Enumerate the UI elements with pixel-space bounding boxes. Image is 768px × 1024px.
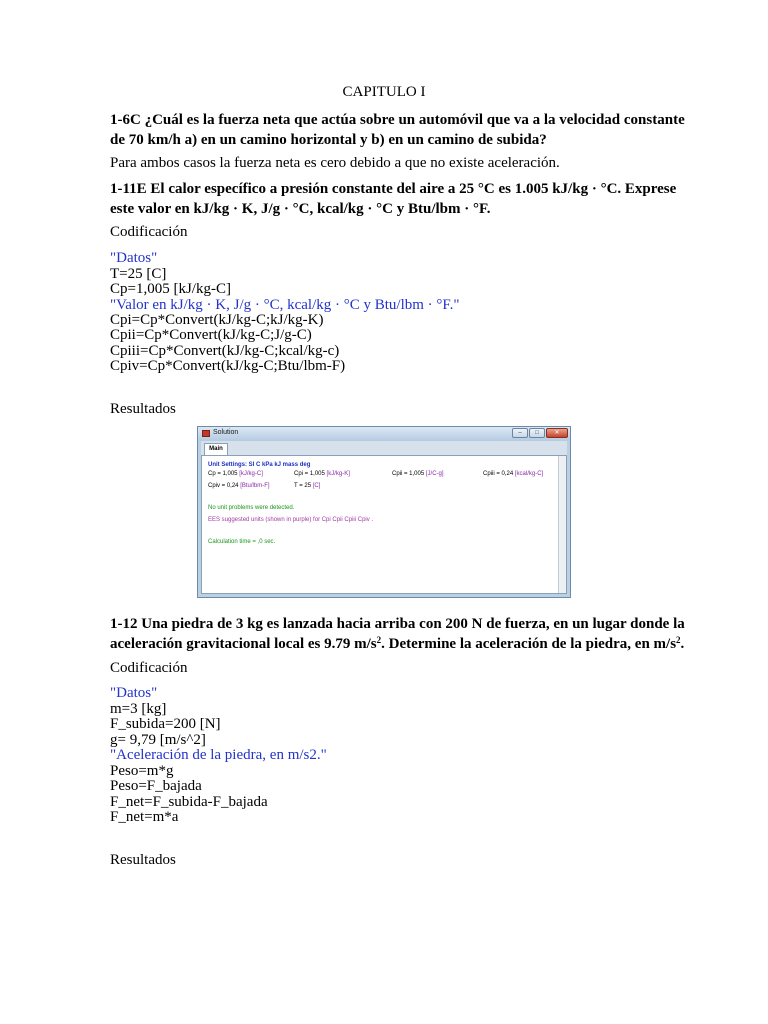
q1-line1: 1-6C ¿Cuál es la fuerza neta que actúa sobre un automóvil que va a la velocidad constante	[110, 112, 685, 128]
result-unit: [kJ/kg-K]	[326, 471, 350, 477]
result-cp	[208, 470, 263, 478]
q3-code-line: "Aceleración de la piedra, en m/s2."	[110, 747, 327, 763]
solution-body	[201, 455, 567, 594]
chapter-heading: CAPITULO I	[342, 84, 426, 100]
window-titlebar	[198, 427, 570, 441]
q2-code-line: Cp=1,005 [kJ/kg-C]	[110, 281, 231, 297]
minimize-button[interactable]: –	[512, 428, 528, 438]
ees-solution-window	[197, 426, 571, 598]
ees-app-icon	[202, 430, 210, 437]
q2-code-line: Cpiv=Cp*Convert(kJ/kg-C;Btu/lbm-F)	[110, 358, 346, 374]
q3-line2-text-a: aceleración gravitacional local es 9.79 m/s	[110, 636, 377, 652]
calculation-time: Calculation time = ,0 sec.	[208, 539, 276, 545]
result-t	[294, 482, 320, 490]
result-value: Cpi = 1,005	[294, 471, 325, 477]
close-button[interactable]: ✕	[546, 428, 568, 438]
superscript-2: 2	[676, 635, 681, 645]
q3-code-line: F_net=m*a	[110, 809, 179, 825]
q2-resultados-label: Resultados	[110, 401, 176, 417]
result-value: Cpiv = 0,24	[208, 483, 239, 489]
result-cpii	[392, 470, 444, 478]
q2-code-line: Cpiii=Cp*Convert(kJ/kg-C;kcal/kg-c)	[110, 343, 340, 359]
q2-code-line: "Valor en kJ/kg · K, J/g · °C, kcal/kg · °C y Btu/lbm · °F."	[110, 297, 460, 313]
q1-line2: de 70 km/h a) en un camino horizontal y b) en un camino de subida?	[110, 132, 547, 148]
q3-code-line: m=3 [kg]	[110, 701, 167, 717]
result-unit: [C]	[312, 483, 321, 489]
result-cpi	[294, 470, 350, 478]
q3-code-line: F_net=F_subida-F_bajada	[110, 794, 268, 810]
q3-code-line: "Datos"	[110, 685, 158, 701]
q2-line2: este valor en kJ/kg · K, J/g · °C, kcal/kg · °C y Btu/lbm · °F.	[110, 201, 491, 217]
result-unit: [J/C-g]	[425, 471, 444, 477]
result-unit: [Btu/lbm-F]	[240, 483, 270, 489]
window-tabstrip	[201, 441, 567, 455]
maximize-button[interactable]: □	[529, 428, 545, 438]
q1-answer: Para ambos casos la fuerza neta es cero debido a que no existe aceleración.	[110, 155, 560, 171]
window-title: Solution	[213, 429, 239, 436]
q3-codificacion-label: Codificación	[110, 660, 188, 676]
q2-codificacion-label: Codificación	[110, 224, 188, 240]
q3-line1: 1-12 Una piedra de 3 kg es lanzada hacia arriba con 200 N de fuerza, en un lugar donde la	[110, 616, 685, 632]
vertical-scrollbar[interactable]	[558, 456, 566, 593]
result-cpiii	[483, 470, 543, 478]
result-cpiv	[208, 482, 270, 490]
q3-resultados-label: Resultados	[110, 852, 176, 868]
q3-code-line: F_subida=200 [N]	[110, 716, 221, 732]
q3-line2-text-b: . Determine la aceleración de la piedra, en m/s	[381, 636, 677, 652]
q3-line2	[110, 634, 684, 654]
q3-code-line: Peso=m*g	[110, 763, 174, 779]
result-unit: [kJ/kg-C]	[239, 471, 263, 477]
superscript-2: 2	[376, 635, 382, 645]
tab-main[interactable]: Main	[204, 443, 228, 455]
result-value: T = 25	[294, 483, 312, 489]
q3-line2-text-c: .	[680, 636, 685, 652]
q2-line1: 1-11E El calor específico a presión constante del aire a 25 °C es 1.005 kJ/kg · °C. Exprese	[110, 181, 677, 197]
q3-code-line: Peso=F_bajada	[110, 778, 202, 794]
q3-code-line: g= 9,79 [m/s^2]	[110, 732, 206, 748]
unit-check-message: No unit problems were detected.	[208, 505, 295, 511]
unit-settings-text: Unit Settings: SI C kPa kJ mass deg	[208, 462, 311, 468]
q2-code-line: Cpi=Cp*Convert(kJ/kg-C;kJ/kg-K)	[110, 312, 324, 328]
result-unit: [kcal/kg-C]	[514, 471, 544, 477]
q2-code-line: Cpii=Cp*Convert(kJ/kg-C;J/g-C)	[110, 327, 312, 343]
result-value: Cpii = 1,005	[392, 471, 425, 477]
result-value: Cp = 1,005	[208, 471, 238, 477]
result-value: Cpiii = 0,24	[483, 471, 514, 477]
q2-code-line: T=25 [C]	[110, 266, 167, 282]
q2-code-line: "Datos"	[110, 250, 158, 266]
suggested-units-message: EES suggested units (shown in purple) for Cpi Cpii Cpiii Cpiv .	[208, 517, 374, 523]
